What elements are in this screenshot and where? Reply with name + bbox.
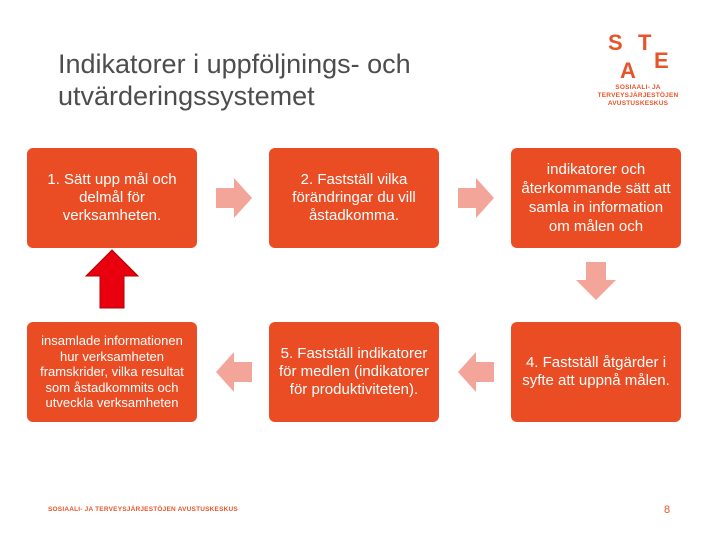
page-number: 8 [664,504,671,516]
step-4-box [511,322,681,422]
logo-subtitle [592,84,684,108]
arrow-right-1-icon [216,178,254,218]
step-6-text: insamlade informationen hur verksamheten framskrider, vilka resultat som åstadkommits och utveckla verksamheten [40,333,184,411]
step-1-box [27,148,197,248]
arrow-left-2-icon [216,352,254,392]
arrow-up-highlight-icon [84,248,140,310]
logo-subtitle-line3: AVUSTUSKESKUS [607,100,669,107]
step-5-box [269,322,439,422]
step-6-box [27,322,197,422]
logo-letter-e: E [654,48,669,73]
logo-letter-a: A [620,58,636,83]
step-4-text: 4. Fastställ åtgärder i syfte att uppnå målen. [522,354,670,389]
logo-subtitle-line1: SOSIAALI- JA [615,84,661,91]
slide-title: Indikatorer i uppföljnings- och utvärderingssystemet [58,49,411,111]
step-1-text: 1. Sätt upp mål och delmål för verksamheten. [47,171,177,224]
logo-letter-t: T [638,30,652,55]
footer-text: SOSIAALI- JA TERVEYSJÄRJESTÖJEN AVUSTUSKESKUS [48,506,238,513]
logo-subtitle-line2: TERVEYSJÄRJESTÖJEN [597,92,679,99]
arrow-left-1-icon [458,352,496,392]
step-2-text: 2. Fastställ vilka förändringar du vill åstadkomma. [292,171,416,224]
step-3-box [511,148,681,248]
logo-letter-s: S [608,30,623,55]
step-2-box [269,148,439,248]
step-3-text: indikatorer och återkommande sätt att samla in information om målen och [521,161,671,235]
arrow-right-2-icon [458,178,496,218]
step-5-text: 5. Fastställ indikatorer för medlen (indikatorer för produktiviteten). [278,345,430,398]
arrow-down-icon [576,262,616,302]
